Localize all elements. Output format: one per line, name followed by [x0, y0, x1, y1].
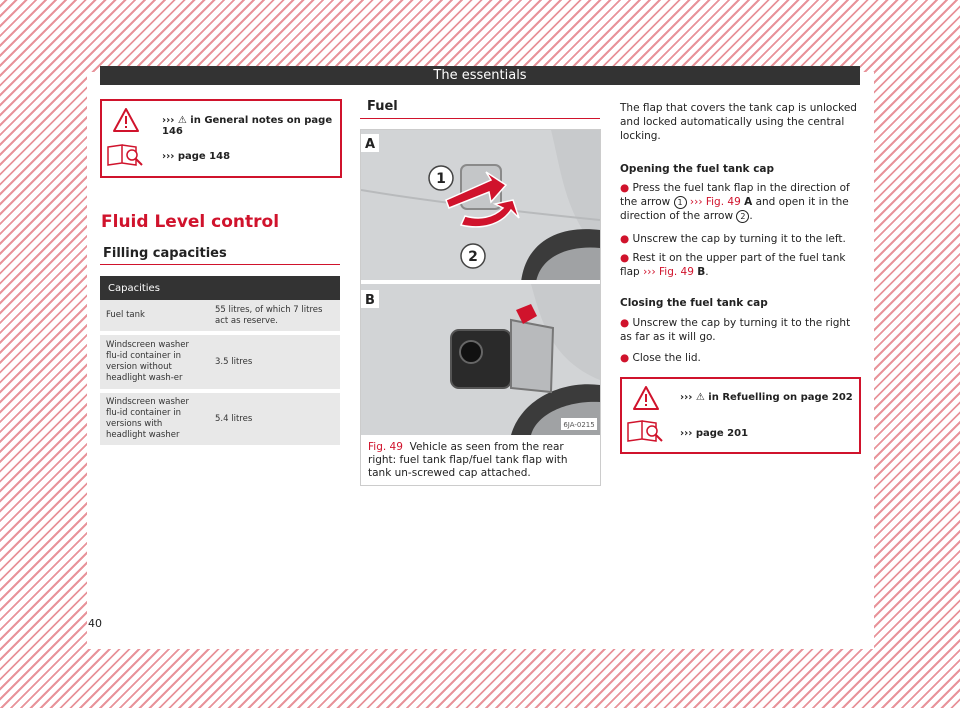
manual-book-icon — [106, 143, 144, 167]
table-header: Capacities — [100, 276, 340, 300]
page-number: 40 — [88, 617, 102, 630]
fig-link[interactable]: ››› Fig. 49 — [643, 266, 694, 278]
table-cell: 5.4 litres — [209, 391, 340, 447]
table-cell: 3.5 litres — [209, 333, 340, 391]
table-row — [100, 391, 340, 447]
table-cell: Windscreen washer flu-id container in versions with headlight washer — [100, 391, 209, 447]
fuel-title: Fuel — [367, 99, 398, 114]
left-reference-box — [100, 99, 342, 178]
arrow-2-badge: 2 — [736, 210, 749, 223]
panel-label-a: A — [364, 137, 376, 152]
subtitle-rule — [100, 264, 340, 265]
manual-book-icon — [626, 419, 664, 443]
warning-icon — [632, 385, 660, 411]
caption-text: Vehicle as seen from the rear right: fuel tank flap/fuel tank flap with tank un-screwed cap attached. — [368, 441, 568, 479]
closing-bullet-2: ● Close the lid. — [620, 352, 701, 364]
warning-ref[interactable]: ››› ⚠ in General notes on page 146 — [162, 115, 333, 137]
opening-bullet-3: ● Rest it on the upper part of the fuel tank flap ››› Fig. 49 B. — [620, 252, 846, 278]
warning-ref[interactable]: ››› ⚠ in Refuelling on page 202 — [680, 392, 853, 403]
page-ref[interactable]: ››› page 148 — [162, 151, 231, 162]
fuel-rule — [360, 118, 600, 119]
table-row — [100, 333, 340, 391]
table-cell: Windscreen washer flu-id container in version without headlight wash-er — [100, 333, 209, 391]
page-header: The essentials — [100, 66, 860, 85]
opening-bullet-1: ● Press the fuel tank flap in the direction of the arrow 1 ››› Fig. 49 A and open it in the direction of the arrow 2 . — [620, 182, 850, 222]
opening-bullet-2: ● Unscrew the cap by turning it to the left. — [620, 233, 846, 245]
table-row — [100, 300, 340, 333]
panel-label-b: B — [365, 293, 375, 308]
caption-fig-label: Fig. 49 — [368, 441, 403, 453]
page-ref[interactable]: ››› page 201 — [680, 428, 749, 439]
arrow-1-badge: 1 — [674, 196, 687, 209]
table-cell: 55 litres, of which 7 litres act as reserve. — [209, 300, 340, 333]
fig-link[interactable]: ››› Fig. 49 — [689, 196, 741, 208]
capacities-table — [100, 276, 340, 449]
figure-box — [360, 129, 601, 486]
warning-icon — [112, 107, 140, 133]
opening-title: Opening the fuel tank cap — [620, 163, 775, 175]
callout-1: 1 — [436, 171, 446, 187]
fuel-flap-figure — [361, 130, 600, 435]
right-reference-box — [620, 377, 861, 454]
table-cell: Fuel tank — [100, 300, 209, 333]
intro-text: The flap that covers the tank cap is unlocked and locked automatically using the central locking. — [620, 102, 857, 142]
section-title: Fluid Level control — [101, 212, 280, 232]
section-subtitle: Filling capacities — [103, 246, 227, 261]
figure-caption — [368, 441, 593, 480]
closing-title: Closing the fuel tank cap — [620, 297, 768, 309]
figure-code: 6JA-0215 — [563, 421, 595, 429]
callout-2: 2 — [468, 249, 478, 265]
closing-bullet-1: ● Unscrew the cap by turning it to the right as far as it will go. — [620, 317, 851, 343]
